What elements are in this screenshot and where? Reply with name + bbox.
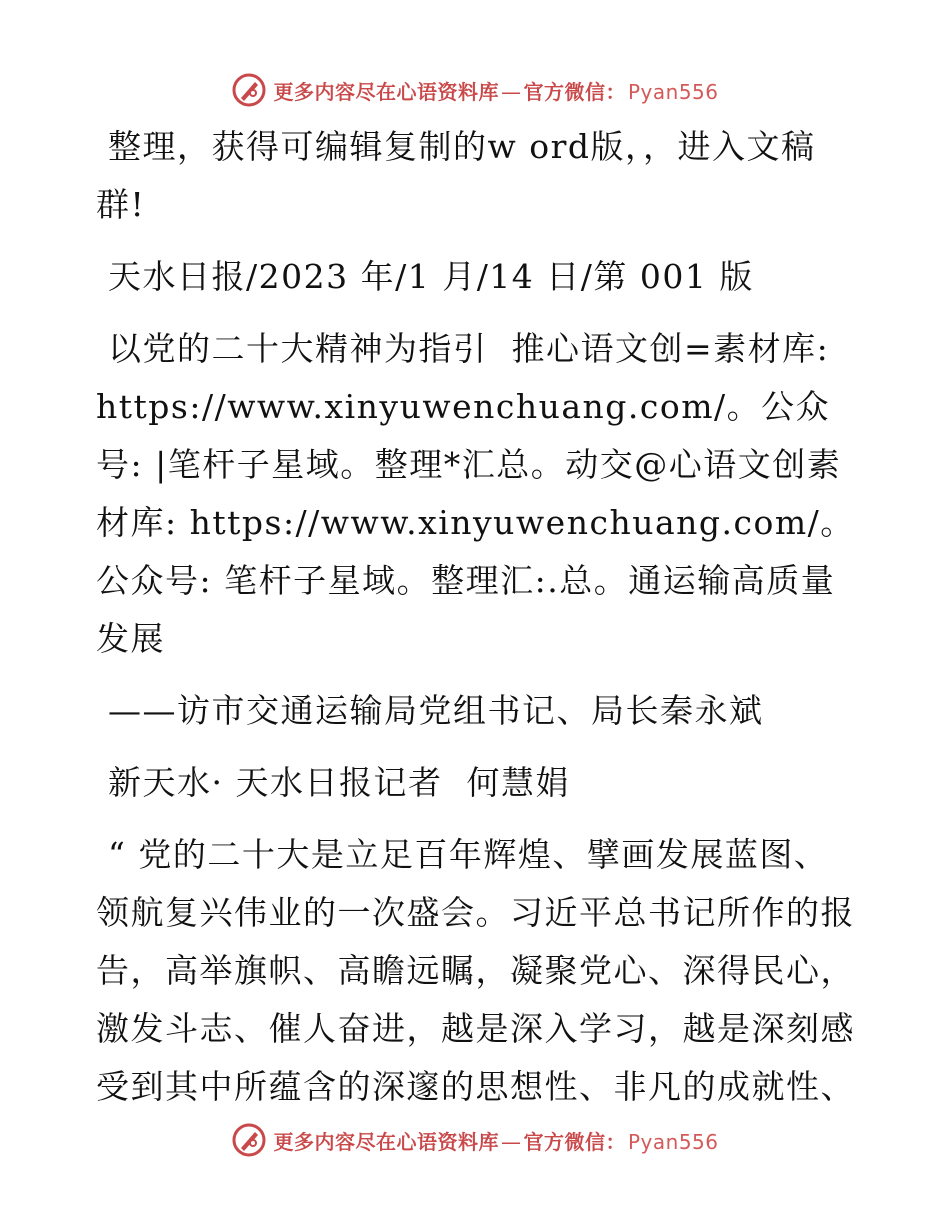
header-watermark-banner xyxy=(0,70,950,110)
watermark-separator: — xyxy=(500,1129,522,1154)
paragraph-subheadline: ——访市交通运输局党组书记、局长秦永斌 xyxy=(96,691,764,730)
footer-watermark-banner xyxy=(0,1120,950,1160)
watermark-text xyxy=(273,1126,718,1155)
paragraph-headline: 以党的二十大精神为指引 推心语文创=素材库: https://www.xinyuwenchuang.com/。公众号: |笔杆子星域。整理*汇总。动交@心语文创素材库: https://www.xinyuwenchuang.com/。公众号: 笔杆子星域。整理汇:.总。通运输高质量发展 xyxy=(96,329,855,658)
pen-logo-icon xyxy=(231,1122,267,1158)
watermark-separator: — xyxy=(500,79,522,104)
watermark-handle: Pyan556 xyxy=(627,1129,719,1154)
watermark-main: 更多内容尽在心语资料库 xyxy=(273,1129,499,1154)
pen-logo-icon xyxy=(231,72,267,108)
paragraph-source-line: 天水日报/2023 年/1 月/14 日/第 001 版 xyxy=(96,257,754,296)
paragraph-body: “ 党的二十大是立足百年辉煌、擘画发展蓝图、领航复兴伟业的一次盛会。习近平总书记所作的报告，高举旗帜、高瞻远瞩，凝聚党心、深得民心，激发斗志、催人奋进，越是深入学习，越是深刻感受到其中所蕴含的深邃的思想性、非凡的成就性、 xyxy=(96,835,855,1106)
paragraph-byline: 新天水· 天水日报记者 何慧娟 xyxy=(96,763,570,802)
document-body xyxy=(96,118,856,1116)
watermark-handle: Pyan556 xyxy=(627,79,719,104)
paragraph-intro: 整理，获得可编辑复制的w ord版，，进入文稿群! xyxy=(96,127,816,224)
watermark-text xyxy=(273,76,718,105)
watermark-main: 更多内容尽在心语资料库 xyxy=(273,79,499,104)
watermark-sub: 官方微信： xyxy=(523,79,626,104)
watermark-sub: 官方微信： xyxy=(523,1129,626,1154)
